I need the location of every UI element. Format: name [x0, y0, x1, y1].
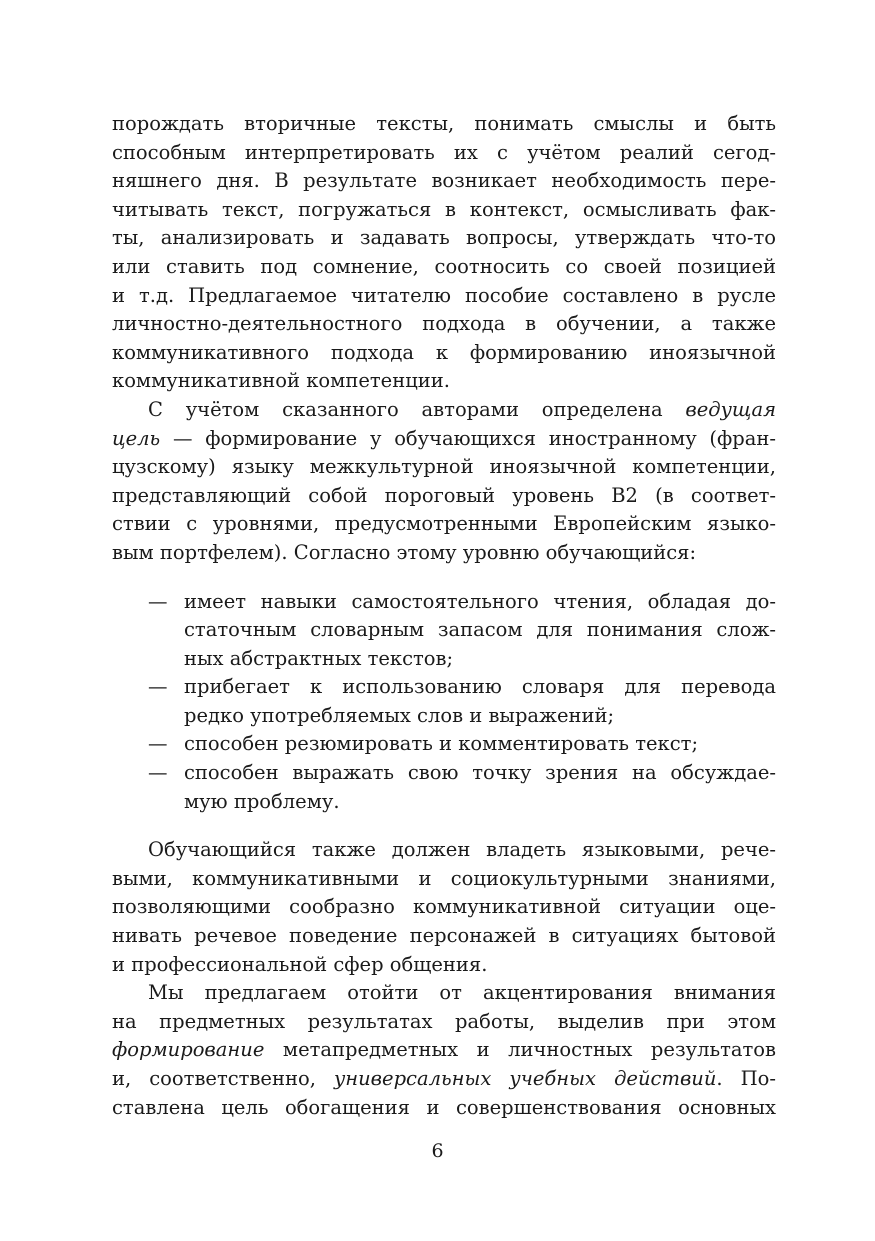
text-line	[112, 1036, 776, 1065]
dash-marker: —	[148, 761, 168, 785]
paragraph-2	[112, 396, 776, 568]
text-line: выми, коммуникативными и социокультурными знаниями,	[112, 866, 776, 890]
text-line: ты, анализировать и задавать вопросы, утверждать что-то	[112, 226, 776, 250]
italic-term: цель	[112, 426, 161, 450]
text-line: няшнего дня. В результате возникает необходимость пере-	[112, 169, 776, 193]
text-line: вым портфелем). Согласно этому уровню обучающийся:	[112, 540, 697, 564]
text-line: читывать текст, погружаться в контекст, осмысливать фак-	[112, 197, 776, 221]
text-line: ствии с уровнями, предусмотренными Европейским языко-	[112, 512, 776, 536]
bullet-list	[112, 588, 776, 817]
list-item	[112, 759, 776, 816]
text-line: редко употребляемых слов и выражений;	[184, 703, 615, 727]
dash-marker: —	[148, 732, 168, 756]
text-run: — формирование у обучающихся иностранному (фран-	[160, 426, 776, 450]
text-line: представляющий собой пороговый уровень В2 (в соответ-	[112, 483, 776, 507]
text-line: Мы предлагаем отойти от акцентирования внимания	[148, 981, 776, 1005]
spacer	[112, 816, 776, 836]
paragraph-3	[112, 836, 776, 979]
text-line: способен резюмировать и комментировать текст;	[184, 732, 699, 756]
page-body	[112, 110, 776, 1122]
text-line: на предметных результатах работы, выделив при этом	[112, 1009, 776, 1033]
text-run: и, соответственно,	[112, 1067, 334, 1090]
dash-marker: —	[148, 589, 168, 613]
dash-marker: —	[148, 675, 168, 699]
text-line: и т.д. Предлагаемое читателю пособие составлено в русле	[112, 283, 776, 307]
text-line: нивать речевое поведение персонажей в ситуациях бытовой	[112, 924, 776, 948]
page-number: 6	[431, 1140, 444, 1162]
list-item	[112, 673, 776, 730]
italic-term: формирование	[112, 1038, 265, 1062]
text-line	[112, 1065, 776, 1094]
list-item	[112, 730, 776, 759]
text-line: Обучающийся также должен владеть языковыми, рече-	[148, 838, 776, 862]
list-item	[112, 588, 776, 674]
text-line: прибегает к использованию словаря для перевода	[184, 675, 776, 699]
text-line: и профессиональной сфер общения.	[112, 952, 488, 976]
text-line: коммуникативного подхода к формированию иноязычной	[112, 340, 776, 364]
text-line: позволяющими сообразно коммуникативной ситуации оце-	[112, 895, 776, 919]
text-line: порождать вторичные тексты, понимать смыслы и быть	[112, 112, 776, 135]
spacer	[112, 568, 776, 588]
text-line: имеет навыки самостоятельного чтения, обладая до-	[184, 589, 776, 613]
paragraph-4	[112, 979, 776, 1122]
text-line: ставлена цель обогащения и совершенствования основных	[112, 1095, 776, 1119]
text-line: коммуникативной компетенции.	[112, 369, 450, 393]
text-line: цузскому) языку межкультурной иноязычной компетенции,	[112, 455, 776, 479]
text-run: метапредметных и личностных результатов	[264, 1038, 776, 1062]
text-line: личностно-деятельностного подхода в обучении, а также	[112, 312, 776, 336]
paragraph-1	[112, 110, 776, 396]
text-line: способен выражать свою точку зрения на обсуждае-	[184, 761, 776, 785]
text-line: способным интерпретировать их с учётом реалий сегод-	[112, 140, 776, 164]
italic-term: универсальных учебных действий	[333, 1067, 717, 1090]
text-line: ных абстрактных текстов;	[184, 646, 454, 670]
text-line	[112, 396, 776, 425]
text-line: мую проблему.	[184, 789, 340, 813]
italic-term: ведущая	[685, 397, 776, 421]
text-line: статочным словарным запасом для понимания слож-	[184, 618, 776, 642]
text-run: С учётом сказанного авторами определена	[148, 397, 686, 421]
text-line: или ставить под сомнение, соотносить со своей позицией	[112, 254, 776, 278]
text-line	[112, 425, 776, 454]
text-run: . По-	[716, 1067, 777, 1090]
